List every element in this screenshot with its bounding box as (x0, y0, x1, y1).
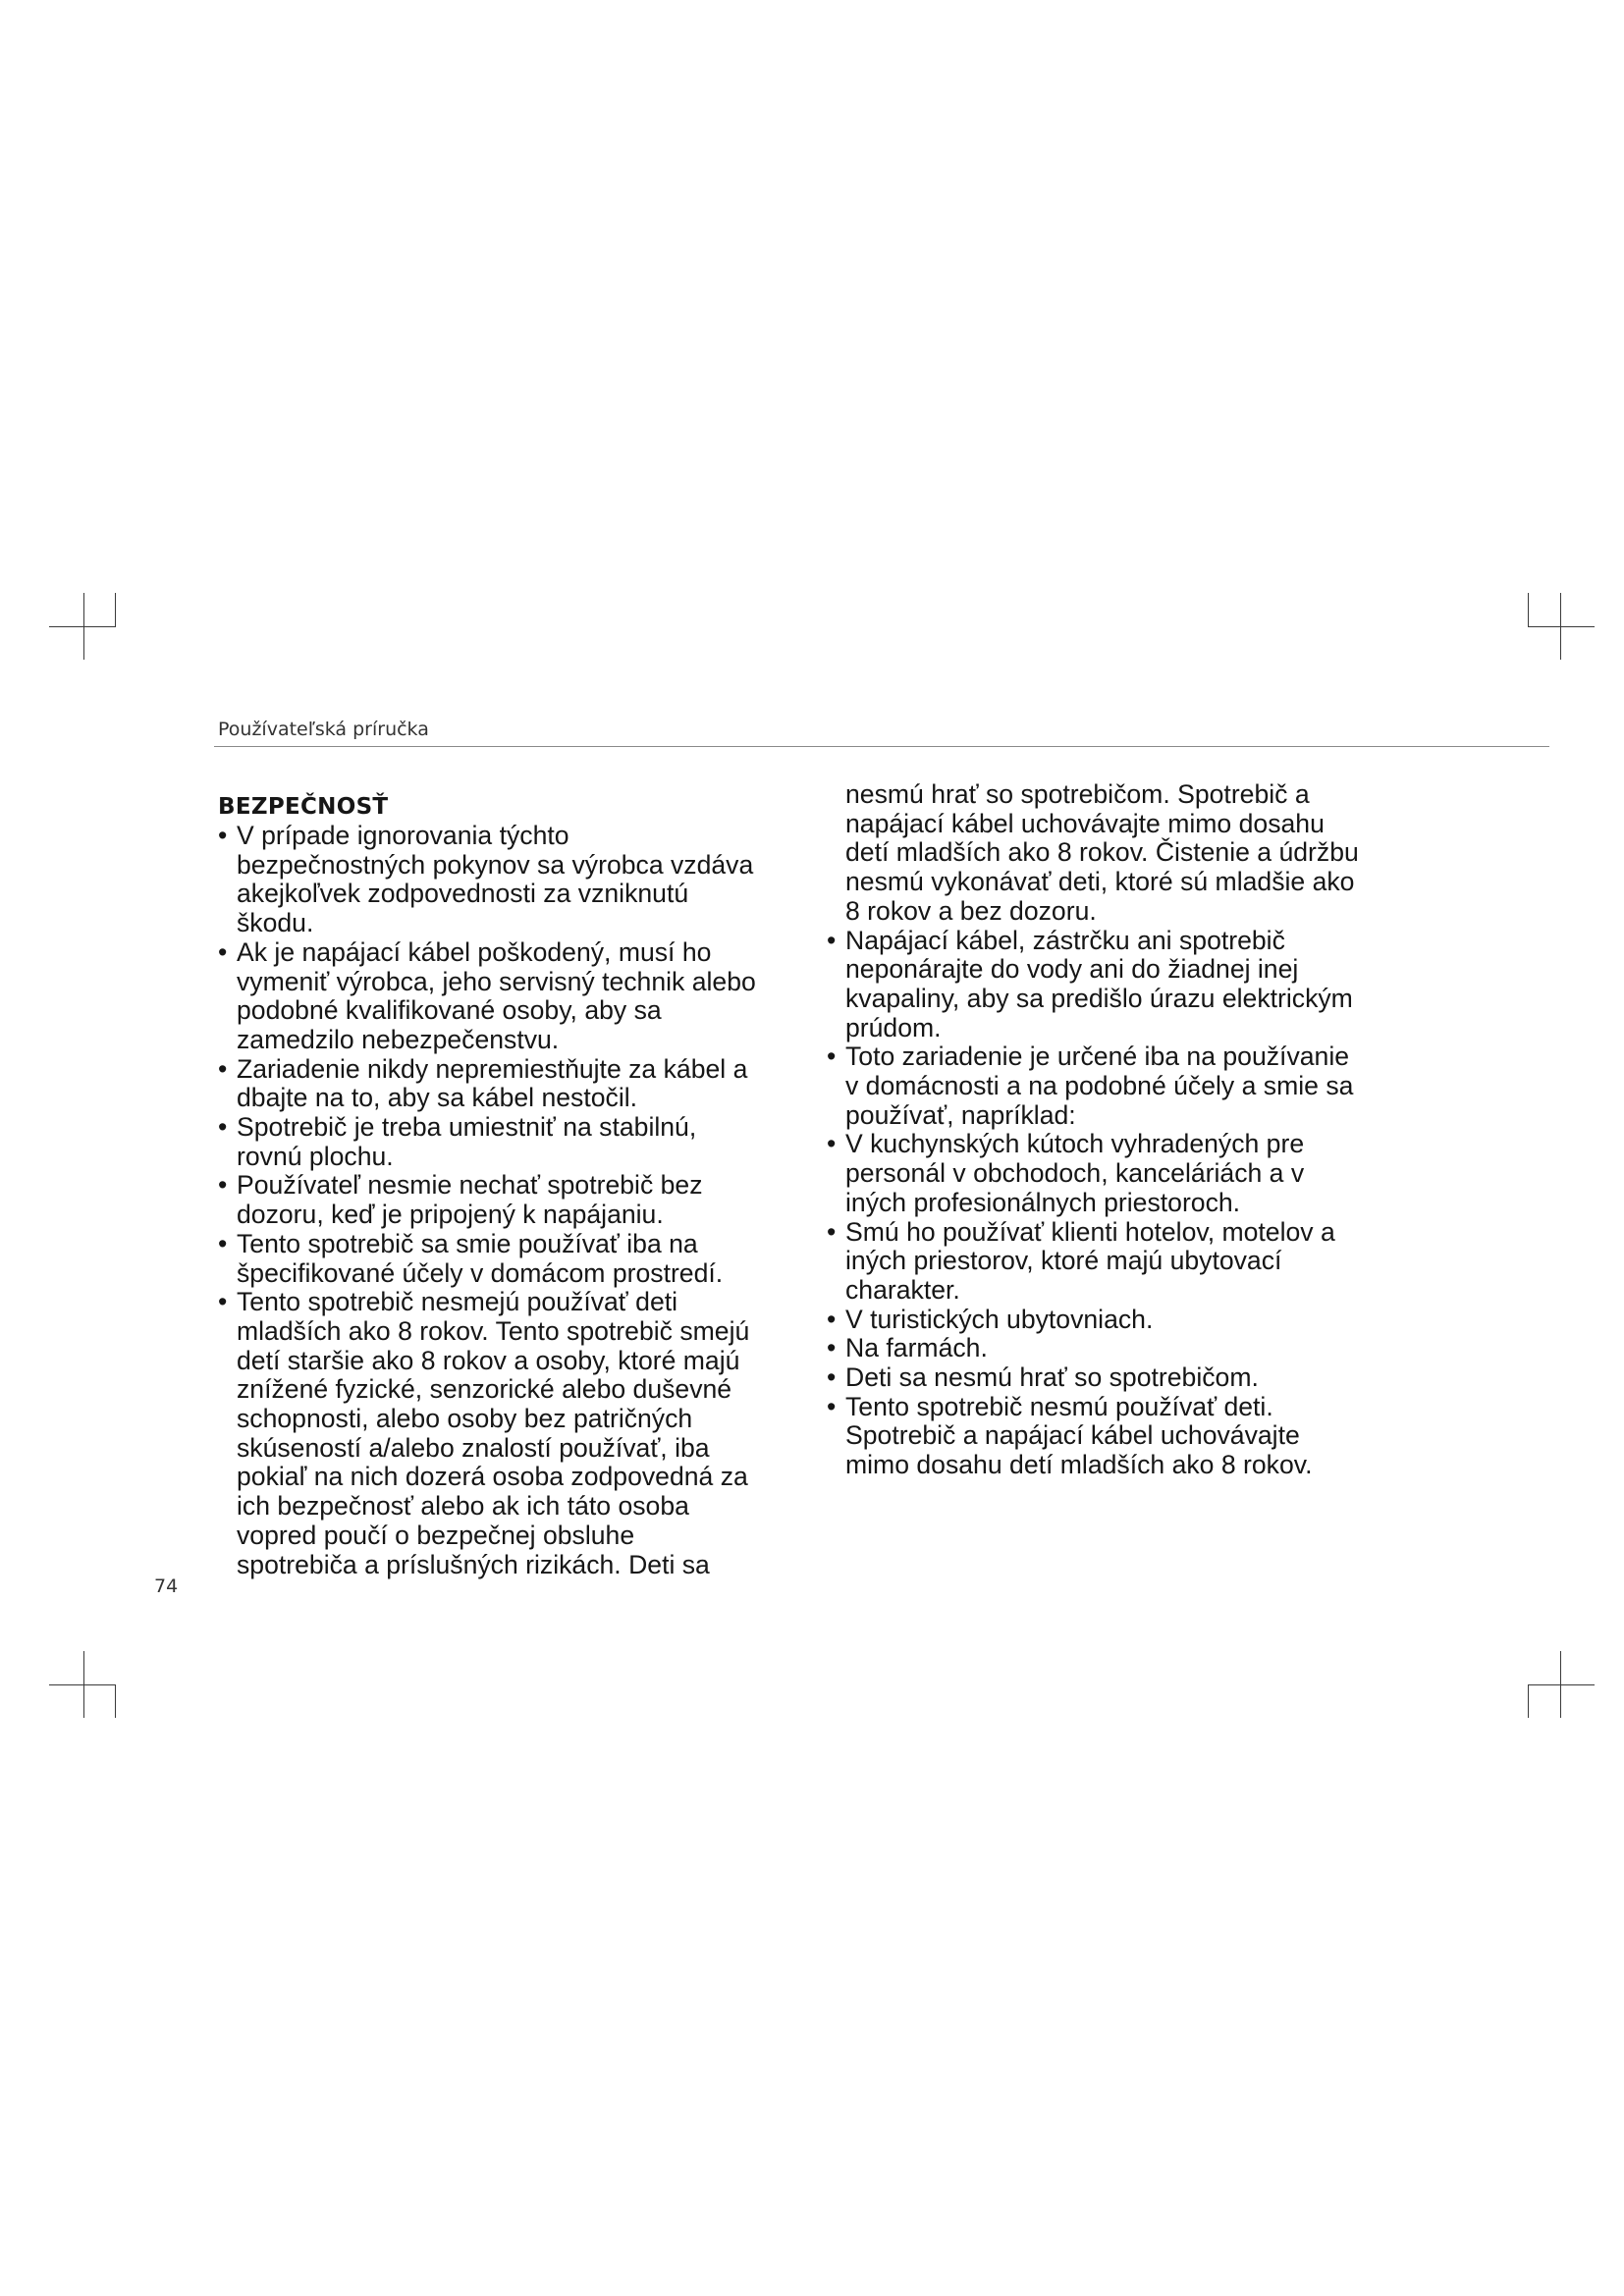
left-column-body (218, 822, 817, 1579)
bullet-line: • Napájací kábel, zástrčku ani spotrebič (827, 927, 1455, 956)
text-line: personál v obchodoch, kanceláriách a v (845, 1158, 1305, 1189)
text-line: v domácnosti a na podobné účely a smie sa (845, 1071, 1354, 1101)
text-line: špecifikované účely v domácom prostredí. (237, 1257, 724, 1288)
text-line: kvapaliny, aby sa predišlo úrazu elektrickým (845, 983, 1353, 1013)
text-line: iných profesionálnych priestoroch. (845, 1187, 1241, 1217)
bullet-line: • Ak je napájací kábel poškodený, musí ho (218, 938, 817, 968)
text-line: škodu. (237, 908, 314, 938)
text-line: mimo dosahu detí mladších ako 8 rokov. (845, 1450, 1313, 1480)
text-line: detí staršie ako 8 rokov a osoby, ktoré majú (237, 1345, 740, 1375)
text-line: detí mladších ako 8 rokov. Čistenie a údržbu (845, 837, 1359, 868)
text-line: schopnosti, alebo osoby bez patričných (237, 1404, 693, 1434)
bullet-line: • Tento spotrebič sa smie používať iba na (218, 1230, 817, 1259)
text-line: mladších ako 8 rokov. Tento spotrebič smejú (237, 1315, 750, 1346)
left-column (218, 780, 817, 1579)
bullet-line: • Na farmách. (827, 1334, 1455, 1363)
bullet-line: • V prípade ignorovania týchto (218, 822, 817, 851)
text-line: podobné kvalifikované osoby, aby sa (237, 995, 662, 1026)
text-line: ich bezpečnosť alebo ak ich táto osoba (237, 1491, 689, 1522)
right-column (827, 780, 1455, 1480)
bullet-line: • Zariadenie nikdy nepremiestňujte za kábel a (218, 1055, 817, 1085)
section-title: BEZPEČNOSŤ (218, 794, 389, 820)
text-line: vopred poučí o bezpečnej obsluhe (237, 1520, 635, 1550)
text-line: bezpečnostných pokynov sa výrobca vzdáva (237, 849, 754, 880)
text-line: charakter. (845, 1274, 960, 1305)
text-line: prúdom. (845, 1012, 942, 1042)
text-line: nesmú vykonávať deti, ktoré sú mladšie ako (845, 867, 1355, 897)
page-number: 74 (154, 1575, 179, 1597)
text-line: akejkoľvek zodpovednosti za vzniknutú (237, 879, 689, 909)
text-line: vymeniť výrobca, jeho servisný technik alebo (237, 966, 756, 996)
bullet-line: • Toto zariadenie je určené iba na používanie (827, 1042, 1455, 1072)
text-line: nesmú hrať so spotrebičom. Spotrebič a (845, 779, 1310, 809)
text-line: Spotrebič a napájací kábel uchovávajte (845, 1420, 1300, 1451)
text-line: pokiaľ na nich dozerá osoba zodpovedná za (237, 1462, 748, 1492)
text-line: znížené fyzické, senzorické alebo duševné (237, 1374, 732, 1405)
text-line: dbajte na to, aby sa kábel nestočil. (237, 1083, 638, 1113)
bullet-line: • V turistických ubytovniach. (827, 1306, 1455, 1335)
right-column-body (827, 780, 1455, 1480)
text-line: rovnú plochu. (237, 1141, 394, 1171)
bullet-line: • Používateľ nesmie nechať spotrebič bez (218, 1171, 817, 1201)
text-line: používať, napríklad: (845, 1099, 1076, 1130)
text-line: spotrebiča a príslušných rizikách. Deti sa (237, 1549, 710, 1579)
bullet-line: • Tento spotrebič nesmejú používať deti (218, 1288, 817, 1317)
bullet-line: • Tento spotrebič nesmú používať deti. (827, 1393, 1455, 1422)
running-header: Používateľská príručka (218, 719, 429, 740)
text-line: skúseností a/alebo znalostí používať, iba (237, 1432, 710, 1463)
text-line: iných priestorov, ktoré majú ubytovací (845, 1246, 1282, 1276)
text-line: 8 rokov a bez dozoru. (845, 895, 1097, 926)
text-line: neponárajte do vody ani do žiadnej inej (845, 954, 1299, 985)
text-line: dozoru, keď je pripojený k napájaniu. (237, 1200, 664, 1230)
bullet-line: • Deti sa nesmú hrať so spotrebičom. (827, 1363, 1455, 1393)
text-line: napájací kábel uchovávajte mimo dosahu (845, 808, 1325, 838)
bullet-line: • Smú ho používať klienti hotelov, motelov a (827, 1218, 1455, 1248)
bullet-line: • V kuchynských kútoch vyhradených pre (827, 1130, 1455, 1159)
header-rule (214, 746, 1549, 747)
text-line: zamedzilo nebezpečenstvu. (237, 1024, 560, 1054)
bullet-line: • Spotrebič je treba umiestniť na stabilnú, (218, 1113, 817, 1143)
